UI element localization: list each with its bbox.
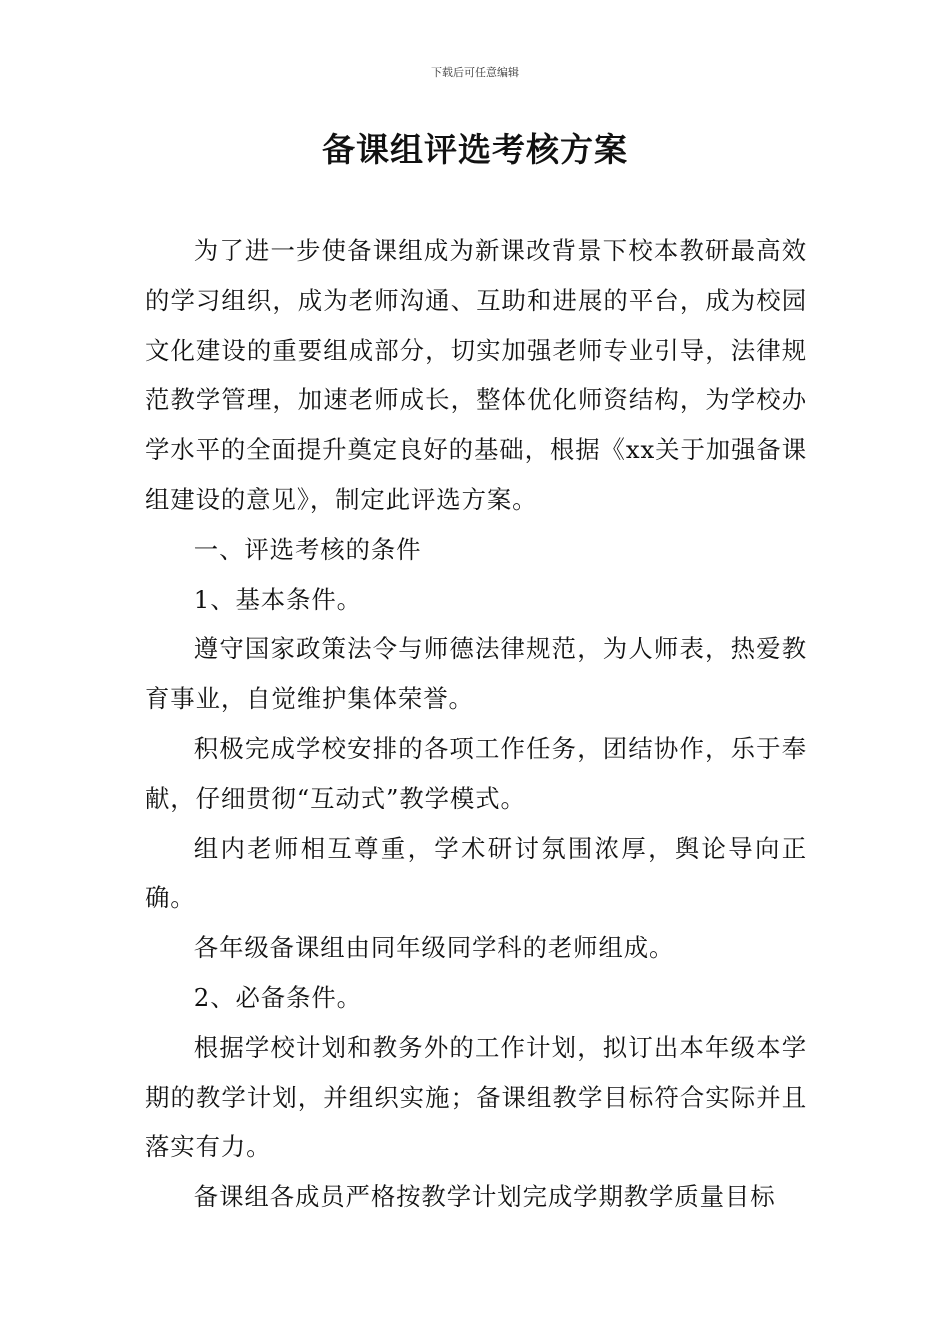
document-title: 备课组评选考核方案 [322, 130, 628, 169]
paragraph-required-2: 备课组各成员严格按教学计划完成学期教学质量目标 [193, 1182, 776, 1212]
paragraph-required-1: 根据学校计划和教务外的工作计划，拟订出本年级本学期的教学计划，并组织实施；备课组教学目标符合实际并且落实有力。 [145, 1032, 807, 1162]
subsection-heading-required: 2、必备条件。 [193, 982, 362, 1012]
document-body [145, 226, 807, 1222]
paragraph-intro: 为了进一步使备课组成为新课改背景下校本教研最高效的学习组织，成为老师沟通、互助和进展的平台，成为校园文化建设的重要组成部分，切实加强老师专业引导，法律规范教学管理，加速老师成长，整体优化师资结构，为学校办学水平的全面提升奠定良好的基础，根据《xx关于加强备课组建设的意见》，制定此评选方案。 [145, 236, 807, 514]
section-heading-criteria: 一、评选考核的条件 [193, 534, 422, 564]
header-note: 下载后可任意编辑 [431, 66, 519, 79]
paragraph-basic-4: 各年级备课组由同年级同学科的老师组成。 [193, 933, 675, 963]
paragraph-basic-3: 组内老师相互尊重，学术研讨氛围浓厚，舆论导向正确。 [145, 833, 807, 913]
paragraph-basic-2: 积极完成学校安排的各项工作任务，团结协作，乐于奉献，仔细贯彻“互动式”教学模式。 [145, 733, 807, 813]
subsection-heading-basic: 1、基本条件。 [193, 584, 362, 614]
paragraph-basic-1: 遵守国家政策法令与师德法律规范，为人师表，热爱教育事业，自觉维护集体荣誉。 [145, 634, 807, 714]
